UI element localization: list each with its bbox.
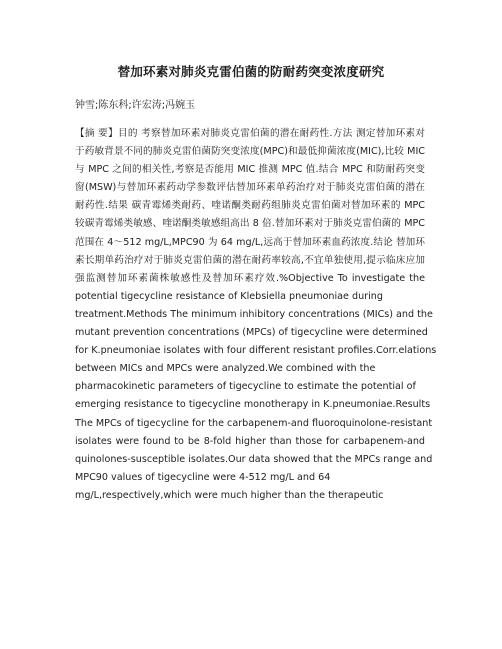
paper-authors: 钟雪;陈东科;许宏涛;冯婉玉 bbox=[75, 100, 196, 111]
abstract-line: MPC90 values of tigecycline were 4-512 mg/L and 64 bbox=[75, 471, 331, 483]
abstract-body bbox=[75, 125, 437, 505]
abstract-line: 耐药性.结果 碳青霉烯类耐药、喹诺酮类耐药组肺炎克雷伯菌对替加环素的 MPC bbox=[75, 200, 425, 212]
abstract-line: potential tigecycline resistance of Klebsiella pneumoniae during bbox=[75, 290, 383, 302]
abstract-line: 较碳青霉烯类敏感、喹诺酮类敏感组高出 8 倍.替加环素对于肺炎克雷伯菌的 MPC bbox=[75, 218, 425, 230]
abstract-line: for K.pneumoniae isolates with four different resistant profiles.Corr.elations bbox=[75, 345, 437, 357]
paper-title: 替加环素对肺炎克雷伯菌的防耐药突变浓度研究 bbox=[117, 64, 385, 79]
abstract-line: 强监测替加环素菌株敏感性及替加环素疗效.%Objective To investigate the bbox=[75, 272, 425, 284]
abstract-line: quinolones-susceptible isolates.Our data showed that the MPCs range and bbox=[75, 453, 433, 465]
abstract-line: The MPCs of tigecycline for the carbapenem-and fluoroquinolone-resistant bbox=[75, 417, 433, 429]
abstract-line: 范围在 4～512 mg/L,MPC90 为 64 mg/L,远高于替加环素血药浓度.结论 替加环 bbox=[75, 236, 425, 248]
abstract-line: isolates were found to be 8-fold higher than those for carbapenem-and bbox=[75, 435, 425, 447]
abstract-line: 素长期单药治疗对于肺炎克雷伯菌的潜在耐药率较高,不宜单独使用,提示临床应加 bbox=[75, 254, 425, 266]
abstract-line: between MICs and MPCs were analyzed.We combined with the bbox=[75, 363, 376, 375]
abstract-line: 与 MPC 之间的相关性,考察是否能用 MIC 推测 MPC 值.结合 MPC 和防耐药突变 bbox=[75, 164, 425, 176]
abstract-line: 窗(MSW)与替加环素药动学参数评估替加环素单药治疗对于肺炎克雷伯菌的潜在 bbox=[75, 182, 425, 194]
abstract-line: emerging resistance to tigecycline monotherapy in K.pneumoniae.Results bbox=[75, 399, 431, 411]
abstract-line: 于药敏背景不同的肺炎克雷伯菌防突变浓度(MPC)和最低抑菌浓度(MIC),比较 MIC bbox=[75, 146, 425, 158]
abstract-line: 【摘 要】目的 考察替加环素对肺炎克雷伯菌的潜在耐药性.方法 测定替加环素对 bbox=[75, 128, 425, 139]
abstract-line: treatment.Methods The minimum inhibitory concentrations (MICs) and the bbox=[75, 308, 433, 320]
abstract-line: pharmacokinetic parameters of tigecycline to estimate the potential of bbox=[75, 381, 416, 393]
abstract-line: mg/L,respectively,which were much higher than the therapeutic bbox=[75, 489, 384, 501]
abstract-line: mutant prevention concentrations (MPCs) of tigecycline were determined bbox=[75, 327, 428, 339]
